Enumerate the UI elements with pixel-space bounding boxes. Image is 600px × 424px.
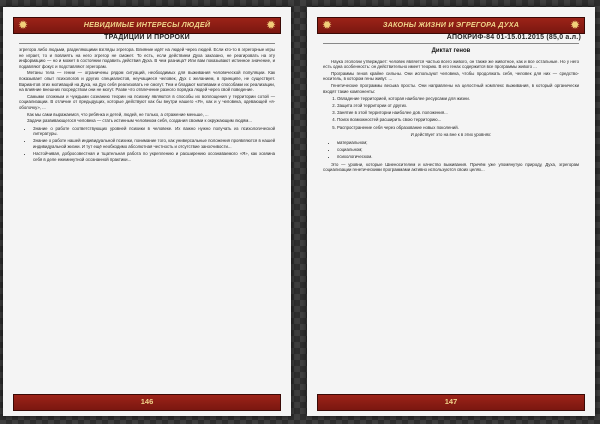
left-header-title: НЕВИДИМЫЕ ИНТЕРЕСЫ ЛЮДЕЙ: [83, 20, 211, 29]
page-number: 147: [444, 397, 458, 406]
chapter-title: Диктат генов: [431, 48, 471, 54]
paragraph: Самыми сложным и чуждыми сознанию теории на психику являются в способы их воплощения у территории сотой — социализации. В отличие от предыдущих, которые действуют как бы внутри нашего «Я», как и у человека, одевающей «я-оболочку», ...: [19, 93, 275, 110]
list-item: 2. Защита этой территории от других.: [337, 103, 579, 109]
emblem-icon: ✹: [17, 18, 29, 32]
list-item: 1. Овладение территорией, которая наиболее ресурсами для жизни.: [337, 96, 579, 102]
left-page: [3, 7, 291, 416]
right-page: [307, 7, 595, 416]
page-number: 146: [140, 397, 154, 406]
levels-intro: И действует это на вне к в этих уровнях:: [410, 132, 492, 138]
right-header-band: [317, 17, 585, 34]
list-item: • Настойчивая, добросовестная и тщательная работа по укреплению и расширению осознаваемого «Я», как хозяина себя в деле ежеминутной осознанной практики...: [33, 151, 275, 162]
paragraph: Задачи развивающегося человека — стать истинным человеком себя, создания своими к окружающим людям...: [27, 118, 252, 124]
paragraph: Метаны тела — гении — ограничены рядом ситуаций, необходимых для выживания человеческой популяции. Как показывает опыт психологов и других специалистов, неучащиеся человек, Дух с желанием, в принципе, не существует. Вариантов этих мотиваций на Духа, на Дух себя реализовать не смогут. Тем и бладают мотивами и способами их реализации, на влияние внешних посредством они не могут. Разве что отвлечение разного порядка людей через свой поведение.: [19, 70, 275, 93]
bullet-list: [19, 126, 275, 163]
list-item: • материальном;: [337, 140, 579, 146]
list-item: • Знание о работе нашей индивидуальной психики, понимание того, как универсальные положения проявляются в нашей индивидуальной жизни. И тут ещё необходимо абсолютная честность и отсутствие заносчивости...: [33, 138, 275, 149]
paragraph: эгрегора либо людьми, разделяющими взгляды эгрегора. Влияние идёт на людей через людей. Если кто-то в эгрегорные игры не играет, то и повлиять на него эгрегор не сможет. То есть, если действием Духа заказано, не реагировать на эту информацию — но и может в состоянии подавить действия Духа. В чем разница? Или вам показывают истинное значение, и подавляют фокус и подставляют эгрегорам.: [19, 47, 275, 69]
emblem-icon: ✹: [265, 18, 277, 32]
right-header-title: ЗАКОНЫ ЖИЗНИ И ЭГРЕГОРА ДУХА: [382, 20, 520, 29]
left-header-band: [13, 17, 281, 34]
divider: [323, 43, 579, 44]
bullet-list: [323, 140, 579, 160]
list-item: • Знание о работе соответствующих уровней психики в человеке. Их важно нужно получать из психологической литературы.: [33, 126, 275, 137]
right-footer-band: [317, 394, 585, 411]
left-section-title: ТРАДИЦИИ И ПРОРОКИ: [104, 34, 190, 41]
list-item: 3. Занятие в этой территории наиболее дов. положения...: [337, 110, 579, 116]
left-body-text: [19, 47, 275, 164]
list-item: 5. Распространение себя через образование новых поколений.: [337, 125, 579, 131]
emblem-icon: ✹: [321, 18, 333, 32]
divider: [19, 43, 275, 44]
left-footer-band: [13, 394, 281, 411]
paragraph: Программы генов крайне сильны. Они используют человека, чтобы продолжать себя, человек для них — средство-носитель, в котором гены живут. ...: [323, 70, 579, 82]
paragraph: Как мы сами выражаемся, что ребёнка и детей, людей, не только, а отражение меньше, ...: [27, 111, 209, 117]
paragraph: Генетические программы весьма просты. Они направлены на целостный комплекс выживания, в который органически входят такие компоненты:: [323, 82, 579, 94]
emblem-icon: ✹: [569, 18, 581, 32]
list-item: • социальном;: [337, 147, 579, 153]
list-item: 4. Поиск возможностей расширить свою территорию...: [337, 117, 579, 123]
right-body-text: [323, 47, 579, 174]
paragraph: Это — уровни, которые Шиеносителем и качество выживания. Причём уже упомянутую природу, Духа, эгрегорам социализации генетическими программами активно используются своих целях...: [323, 161, 579, 173]
numbered-list: [323, 96, 579, 130]
list-item: • психологическом.: [337, 154, 579, 160]
right-section-title: АПОКРИФ-84 01-15.01.2015 (85,0 а.л.): [446, 34, 581, 41]
paragraph: Наука этологии утверждает: человек является частью всего живого, он также же животное, как и все остальные. Но у него есть одна особенность: он действительно имеет теорию. В его генах содержится все программы живого ...: [323, 58, 579, 70]
